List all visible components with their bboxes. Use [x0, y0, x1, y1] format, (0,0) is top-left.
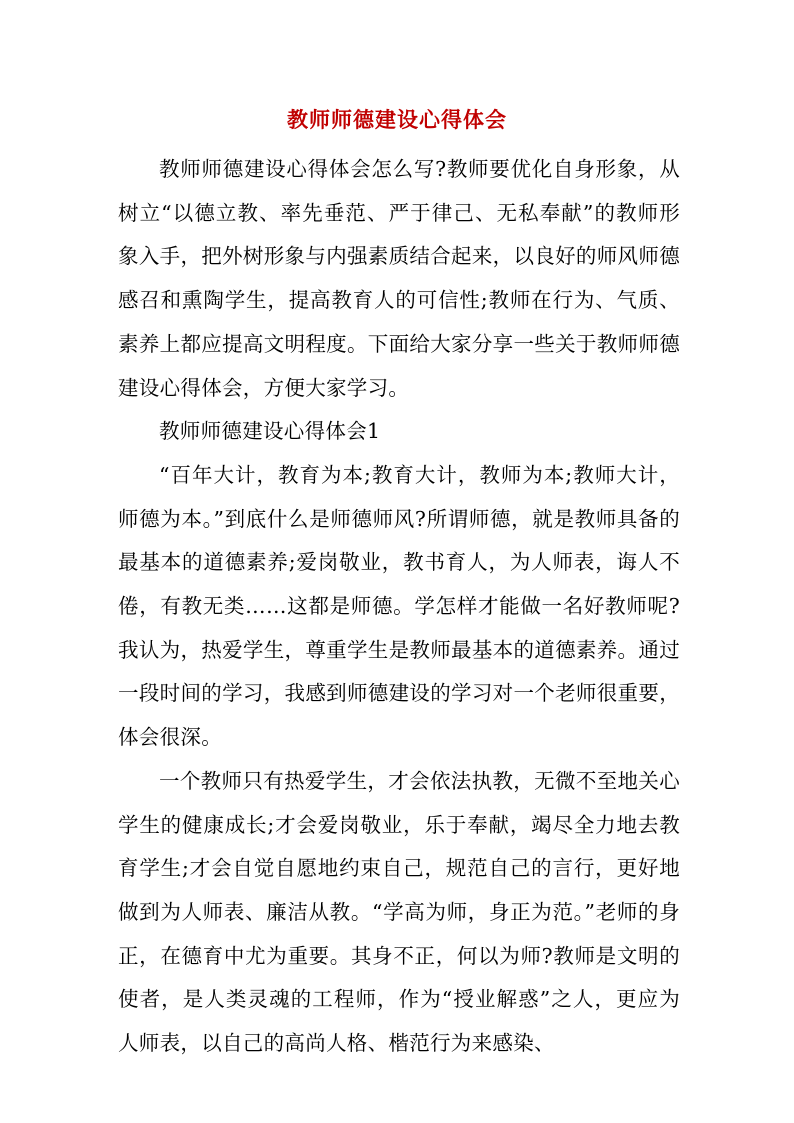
intro-paragraph: 教师师德建设心得体会怎么写?教师要优化自身形象，从树立“以德立教、率先垂范、严于律己、无私奉献”的教师形象入手，把外树形象与内强素质结合起来，以良好的师风师德感召和熏陶学生，提高教育人的可信性;教师在行为、气质、素养上都应提高文明程度。下面给大家分享一些关于教师师德建设心得体会，方便大家学习。	[118, 157, 680, 400]
document-body	[118, 148, 680, 1066]
body-paragraph: “百年大计，教育为本;教育大计，教师为本;教师大计，师德为本。”到底什么是师德师风?所谓师德，就是教师具备的最基本的道德素养;爱岗敬业，教书育人，为人师表，诲人不倦，有教无类……这都是师德。学怎样才能做一名好教师呢?我认为，热爱学生，尊重学生是教师最基本的道德素养。通过一段时间的学习，我感到师德建设的学习对一个老师很重要，体会很深。	[118, 462, 680, 750]
section-heading: 教师师德建设心得体会1	[159, 419, 381, 444]
document-title: 教师师德建设心得体会	[287, 107, 507, 132]
body-paragraph: 一个教师只有热爱学生，才会依法执教，无微不至地关心学生的健康成长;才会爱岗敬业，乐于奉献，竭尽全力地去教育学生;才会自觉自愿地约束自己，规范自己的言行，更好地做到为人师表、廉洁从教。“学高为师，身正为范。”老师的身正，在德育中尤为重要。其身不正，何以为师?教师是文明的使者，是人类灵魂的工程师，作为“授业解惑”之人，更应为人师表，以自己的高尚人格、楷范行为来感染、	[118, 768, 680, 1056]
